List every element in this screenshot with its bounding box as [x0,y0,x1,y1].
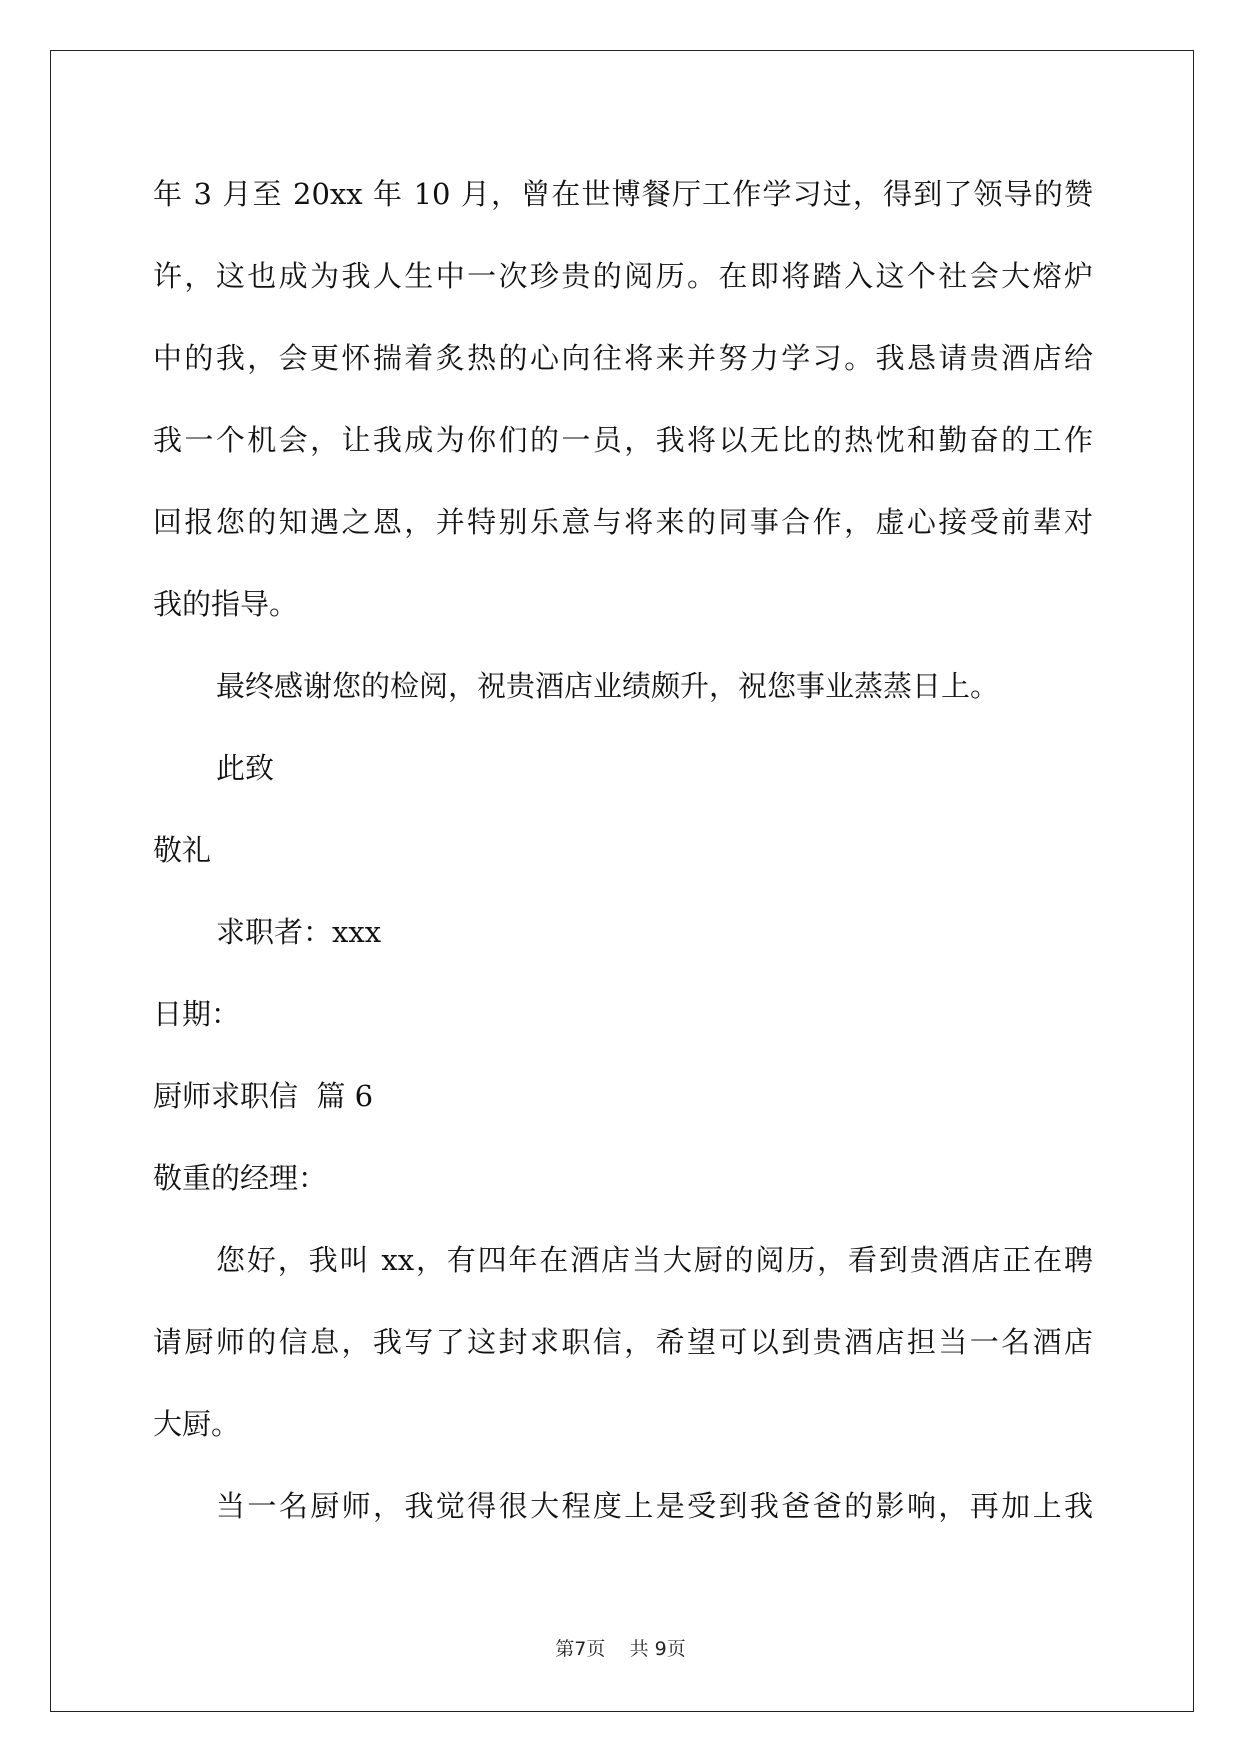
text-line: 请厨师的信息，我写了这封求职信，希望可以到贵酒店担当一名酒店 [153,1325,1093,1359]
total-suffix: 页 [666,1638,686,1660]
date-label: 日期： [153,997,241,1031]
section-heading: 厨师求职信 篇 6 [153,1079,374,1113]
text-line: 回报您的知遇之恩，并特别乐意与将来的同事合作，虚心接受前辈对 [153,505,1093,539]
text-line: 我一个机会，让我成为你们的一员，我将以无比的热忱和勤奋的工作 [153,423,1093,457]
page-suffix: 页 [586,1638,606,1660]
text-line: 大厨。 [153,1407,241,1441]
page-footer [0,1634,1241,1661]
total-page-count: 9 [654,1638,667,1660]
text-line: 许，这也成为我人生中一次珍贵的阅历。在即将踏入这个社会大熔炉 [153,259,1093,293]
document-body [153,167,1093,1561]
current-page-number: 7 [574,1638,587,1660]
applicant-signature: 求职者：xxx [216,915,382,949]
page-prefix: 第 [555,1638,575,1660]
total-prefix: 共 [629,1638,649,1660]
letter-greeting: 敬重的经理： [153,1161,328,1195]
text-line: 我的指导。 [153,587,299,621]
text-line: 中的我，会更怀揣着炙热的心向往将来并努力学习。我恳请贵酒店给 [153,341,1093,375]
salutation-ci-zhi: 此致 [216,751,275,785]
text-line: 您好，我叫 xx，有四年在酒店当大厨的阅历，看到贵酒店正在聘 [216,1243,1093,1277]
text-line: 年 3 月至 20xx 年 10 月，曾在世博餐厅工作学习过，得到了领导的赞 [153,177,1093,211]
text-line: 当一名厨师，我觉得很大程度上是受到我爸爸的影响，再加上我 [216,1489,1093,1523]
salutation-jing-li: 敬礼 [153,833,212,867]
closing-paragraph: 最终感谢您的检阅，祝贵酒店业绩颇升，祝您事业蒸蒸日上。 [216,669,1000,703]
